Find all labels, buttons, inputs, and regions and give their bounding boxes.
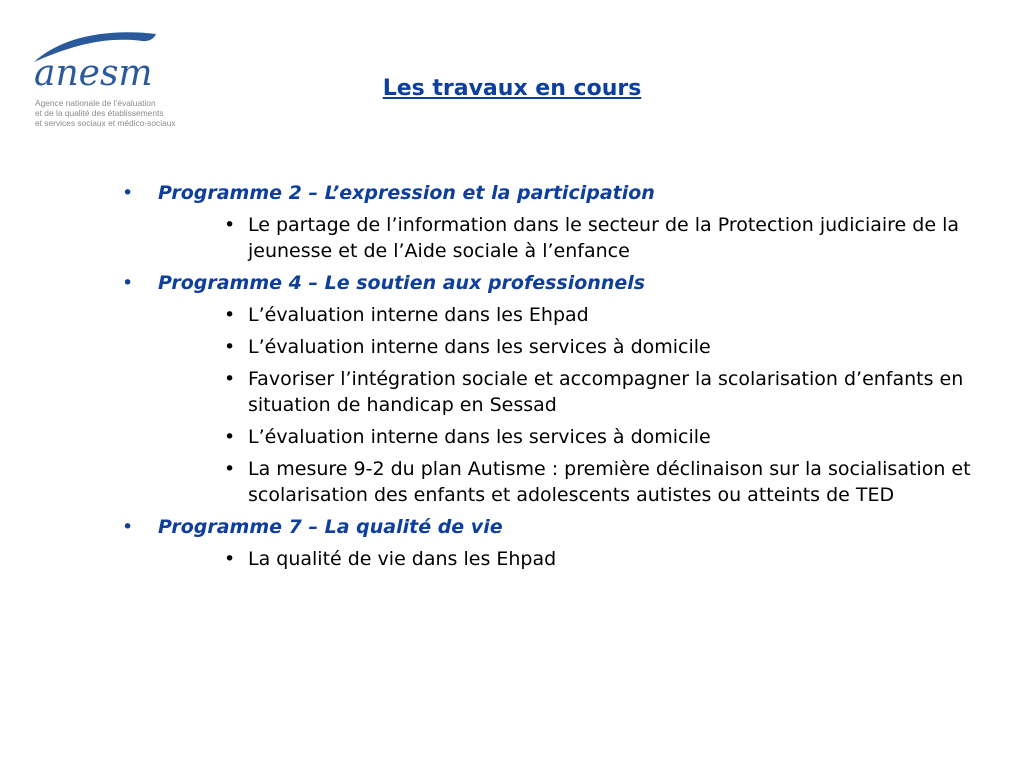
bullet-icon: •: [122, 182, 134, 204]
list-item-text: L’évaluation interne dans les services à domicile: [248, 336, 711, 358]
bullet-icon: •: [224, 426, 236, 448]
bullet-icon: •: [122, 272, 134, 294]
program-heading-text: Programme 4 – Le soutien aux professionnels: [158, 272, 646, 294]
list-item-text: La qualité de vie dans les Ehpad: [248, 548, 557, 570]
list-item-text: L’évaluation interne dans les Ehpad: [248, 304, 589, 326]
bullet-list: [118, 180, 978, 572]
list-item: [118, 366, 978, 418]
program-heading-text: Programme 7 – La qualité de vie: [158, 516, 503, 538]
program-heading: [118, 270, 978, 296]
program-heading: [118, 180, 978, 206]
list-item: [118, 424, 978, 450]
list-item: [118, 546, 978, 572]
page-title: Les travaux en cours: [382, 76, 642, 101]
list-item-text: Le partage de l’information dans le secteur de la Protection judiciaire de la jeunesse et de l’Aide sociale à l’enfance: [248, 214, 959, 262]
program-heading-text: Programme 2 – L’expression et la participation: [158, 182, 655, 204]
list-item-text: L’évaluation interne dans les services à domicile: [248, 426, 711, 448]
list-item: [118, 302, 978, 328]
list-item: [118, 212, 978, 264]
bullet-icon: •: [224, 336, 236, 358]
list-item-text: La mesure 9-2 du plan Autisme : première déclinaison sur la socialisation et scolarisation des enfants et adolescents autistes ou atteints de TED: [248, 458, 971, 506]
bullet-icon: •: [224, 368, 236, 390]
list-item: [118, 334, 978, 360]
list-item: [118, 456, 978, 508]
logo-wordmark: anesm: [34, 53, 153, 94]
bullet-icon: •: [224, 214, 236, 236]
logo-subtitle: [35, 98, 195, 128]
logo-subtitle-line: et services sociaux et médico-sociaux: [35, 118, 176, 128]
bullet-icon: •: [224, 304, 236, 326]
bullet-icon: •: [122, 516, 134, 538]
logo-subtitle-line: Agence nationale de l’évaluation: [35, 98, 156, 108]
bullet-icon: •: [224, 458, 236, 480]
bullet-icon: •: [224, 548, 236, 570]
logo-subtitle-line: et de la qualité des établissements: [35, 108, 164, 118]
list-item-text: Favoriser l’intégration sociale et accompagner la scolarisation d’enfants en situation de handicap en Sessad: [248, 368, 964, 416]
program-heading: [118, 514, 978, 540]
